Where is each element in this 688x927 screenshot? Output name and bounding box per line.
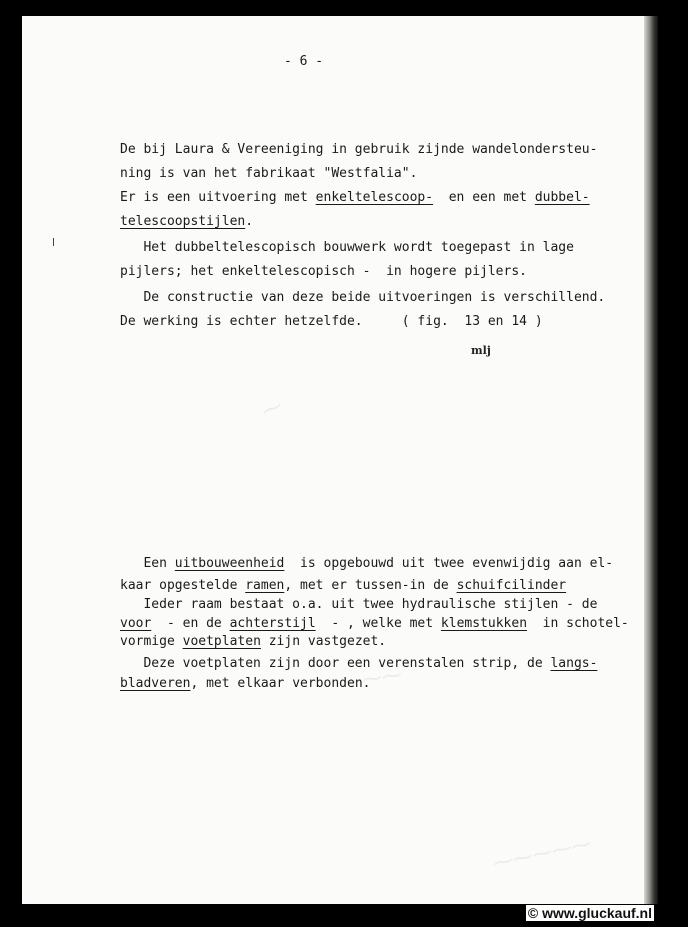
text-line <box>120 578 566 594</box>
text-line: De werking is echter hetzelfde. ( fig. 13 en 14 ) <box>120 314 543 329</box>
text-run: Een <box>120 556 175 571</box>
text-run: - en de <box>151 616 230 631</box>
text-line <box>120 676 370 692</box>
underlined-term: telescoopstijlen <box>120 214 246 229</box>
text-run: en een met <box>433 190 535 205</box>
text-line <box>120 616 629 632</box>
text-line <box>120 214 253 230</box>
text-run: , met er tussen-in de <box>284 578 457 593</box>
text-line: De bij Laura & Vereeniging in gebruik zijnde wandelondersteu- <box>120 142 598 157</box>
document-page <box>22 16 658 904</box>
bleed-through-scribble: ⁓ <box>257 392 287 424</box>
text-line <box>120 634 386 650</box>
underlined-term: voor <box>120 616 152 631</box>
text-line <box>120 656 597 672</box>
text-run: zijn vastgezet. <box>260 634 387 649</box>
typist-initials: mlj <box>471 344 491 357</box>
text-run: kaar opgestelde <box>120 578 246 593</box>
text-line <box>120 556 613 572</box>
text-run: is opgebouwd uit twee evenwijdig aan el- <box>284 556 614 571</box>
underlined-term: achterstijl <box>229 616 316 631</box>
bleed-through-scribble: ⁓⁓⁓⁓⁓ <box>490 830 594 876</box>
text-line: Het dubbeltelescopisch bouwwerk wordt toegepast in lage <box>120 240 574 255</box>
text-line <box>120 190 590 206</box>
text-line: pijlers; het enkeltelescopisch - in hogere pijlers. <box>120 264 527 279</box>
underlined-term: langs- <box>550 656 598 671</box>
underlined-term: dubbel- <box>534 190 590 205</box>
text-run: Deze voetplaten zijn door een verenstalen strip, de <box>120 656 551 671</box>
text-line: De constructie van deze beide uitvoeringen is verschillend. <box>120 290 606 305</box>
underlined-term: ramen <box>245 578 285 593</box>
page-number: - 6 - <box>284 54 324 69</box>
text-run: Er is een uitvoering met <box>120 190 316 205</box>
underlined-term: enkeltelescoop- <box>315 190 434 205</box>
underlined-term: voetplaten <box>182 634 261 649</box>
bleed-through-scribble: ⁓⁓⁓ <box>340 661 404 695</box>
page-binding-edge <box>644 16 658 904</box>
margin-mark <box>53 238 54 246</box>
copyright-watermark: © www.gluckauf.nl <box>527 905 652 921</box>
underlined-term: schuifcilinder <box>456 578 567 593</box>
text-run: - , welke met <box>315 616 441 631</box>
underlined-term: klemstukken <box>440 616 528 631</box>
text-line: Ieder raam bestaat o.a. uit twee hydraulische stijlen - de <box>120 597 598 612</box>
text-run: in schotel- <box>527 616 629 631</box>
text-run: , met elkaar verbonden. <box>190 676 371 691</box>
text-run: vormige <box>120 634 183 649</box>
text-line: ning is van het fabrikaat "Westfalia". <box>120 166 418 181</box>
underlined-term: uitbouweenheid <box>174 556 285 571</box>
text-run: . <box>245 214 254 229</box>
underlined-term: bladveren <box>120 676 191 691</box>
